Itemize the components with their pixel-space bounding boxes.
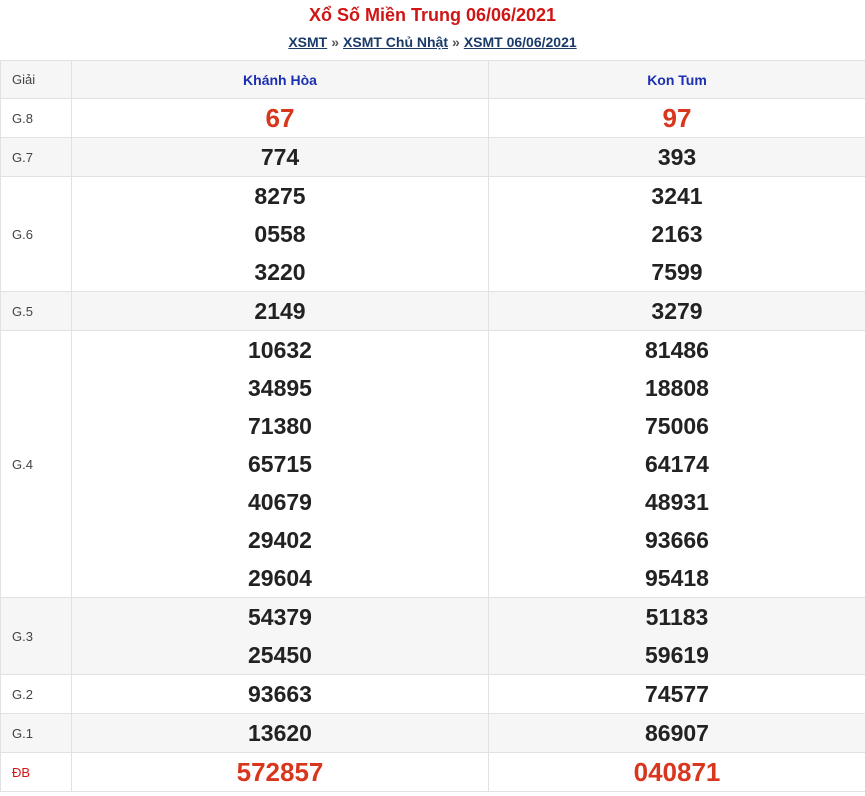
prize-number: 25450 [248, 642, 312, 668]
page-title: Xổ Số Miền Trung 06/06/2021 [308, 5, 557, 25]
prize-label: G.5 [1, 292, 72, 331]
prize-number: 51183 [645, 604, 709, 630]
prize-number: 59619 [645, 642, 709, 668]
prize-number: 774 [260, 144, 300, 170]
table-row [1, 598, 865, 675]
table-row [1, 714, 865, 753]
prize-number: 71380 [248, 413, 312, 439]
prize-label: G.6 [1, 177, 72, 292]
table-row [1, 177, 865, 292]
prize-number: 65715 [248, 451, 312, 477]
prize-cell [72, 675, 489, 714]
prize-number: 75006 [645, 413, 709, 439]
prize-cell [72, 292, 489, 331]
prize-number: 8275 [254, 183, 306, 209]
prize-number: 81486 [645, 337, 709, 363]
prize-number: 34895 [248, 375, 312, 401]
prize-number: 93666 [645, 527, 709, 553]
prize-cell [489, 753, 865, 792]
prize-number: 393 [657, 144, 697, 170]
breadcrumb-link-xsmt-chu-nhat[interactable]: XSMT Chủ Nhật [343, 34, 449, 50]
prize-label: G.4 [1, 331, 72, 598]
prize-cell [489, 675, 865, 714]
prize-label: G.8 [1, 99, 72, 138]
table-header-row [1, 61, 865, 99]
prize-number: 3241 [651, 183, 703, 209]
prize-number: 29402 [248, 527, 312, 553]
prize-cell [489, 598, 865, 675]
results-table [0, 60, 865, 792]
province-header-khanh-hoa[interactable]: Khánh Hòa [72, 61, 489, 99]
prize-number: 3220 [254, 259, 306, 285]
breadcrumb-link-xsmt-date[interactable]: XSMT 06/06/2021 [463, 34, 577, 50]
breadcrumb [0, 33, 865, 51]
prize-number: 67 [265, 103, 295, 133]
prize-number: 64174 [645, 451, 709, 477]
prize-cell [72, 99, 489, 138]
prize-number: 7599 [651, 259, 703, 285]
prize-cell [489, 331, 865, 598]
prize-number: 48931 [645, 489, 709, 515]
prize-number: 040871 [633, 757, 721, 787]
breadcrumb-separator: » [452, 34, 460, 50]
prize-column-header: Giải [1, 61, 72, 99]
prize-cell [489, 138, 865, 177]
prize-cell [72, 138, 489, 177]
prize-number: 93663 [248, 681, 312, 707]
prize-number: 10632 [248, 337, 312, 363]
prize-number: 3279 [651, 298, 703, 324]
prize-cell [489, 714, 865, 753]
prize-cell [489, 177, 865, 292]
prize-number: 97 [662, 103, 692, 133]
prize-number: 86907 [645, 720, 709, 746]
prize-label: G.1 [1, 714, 72, 753]
breadcrumb-separator: » [331, 34, 340, 50]
prize-cell [72, 753, 489, 792]
results-body [1, 99, 865, 792]
prize-number: 40679 [248, 489, 312, 515]
prize-number: 0558 [254, 221, 306, 247]
prize-number: 54379 [248, 604, 312, 630]
table-row [1, 292, 865, 331]
prize-label: G.3 [1, 598, 72, 675]
prize-cell [489, 99, 865, 138]
prize-number: 74577 [645, 681, 709, 707]
prize-cell [72, 177, 489, 292]
breadcrumb-link-xsmt[interactable]: XSMT [288, 34, 328, 50]
table-row [1, 99, 865, 138]
page-header [0, 0, 865, 60]
prize-cell [489, 292, 865, 331]
prize-number: 2149 [254, 298, 306, 324]
prize-number: 29604 [248, 565, 312, 591]
table-row [1, 138, 865, 177]
province-header-kon-tum[interactable]: Kon Tum [489, 61, 865, 99]
prize-label: ĐB [1, 753, 72, 792]
prize-label: G.2 [1, 675, 72, 714]
prize-cell [72, 714, 489, 753]
table-row [1, 331, 865, 598]
prize-number: 2163 [651, 221, 703, 247]
prize-number: 18808 [645, 375, 709, 401]
prize-cell [72, 331, 489, 598]
prize-label: G.7 [1, 138, 72, 177]
table-row [1, 753, 865, 792]
prize-number: 572857 [236, 757, 324, 787]
prize-number: 13620 [248, 720, 312, 746]
prize-number: 95418 [645, 565, 709, 591]
table-row [1, 675, 865, 714]
prize-cell [72, 598, 489, 675]
